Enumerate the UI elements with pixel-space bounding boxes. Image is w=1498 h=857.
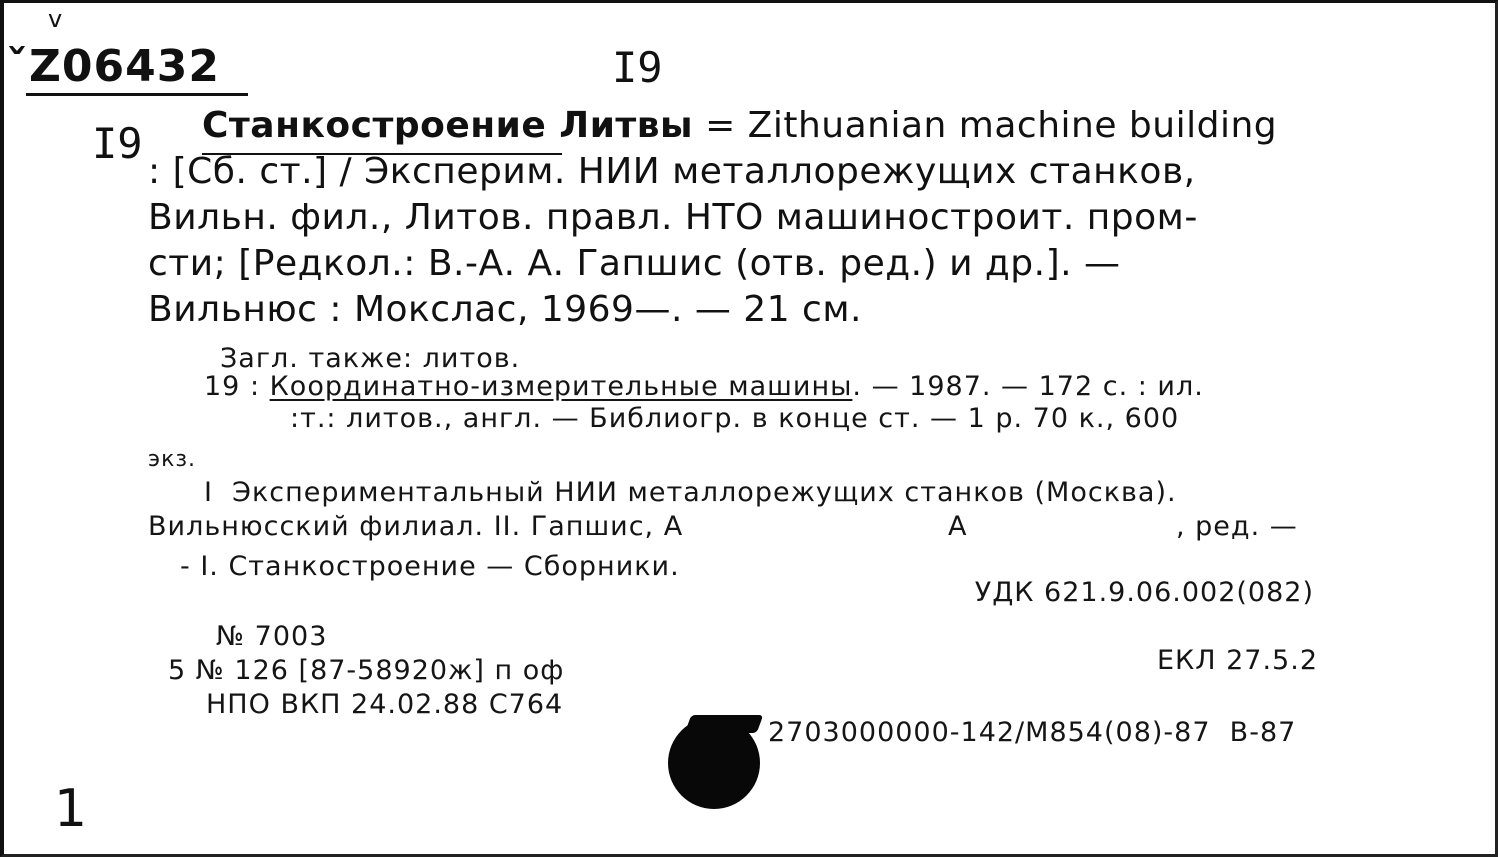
call-number-underline: [26, 93, 248, 96]
heading-line-3: - I. Станкостроение — Сборники.: [180, 551, 680, 582]
main-title: Станкостроение Литвы: [202, 105, 694, 146]
print-publisher: НПО ВКП 24.02.88 С764: [206, 689, 564, 720]
print-order: 5 № 126 [87-58920ж] п оф: [168, 655, 565, 686]
call-mark-tick: v: [48, 5, 63, 33]
volume-title: Координатно-измерительные машины: [269, 371, 853, 402]
volume-line-1: [204, 371, 1204, 402]
card-number: I9: [612, 43, 663, 92]
ink-seal-tab: [685, 715, 764, 733]
call-number: ̌Z06432: [28, 41, 220, 92]
volume-prefix: 19 :: [204, 371, 270, 402]
heading-line-2-mid: А: [948, 511, 968, 542]
main-entry-line-5: Вильнюс : Мокслас, 1969—. — 21 см.: [148, 289, 862, 330]
main-entry-line-1: [202, 105, 1277, 146]
heading-line-2-left: Вильнюсский филиал. II. Гапшис, А: [148, 511, 684, 542]
isbn-code: 2703000000-142/М854(08)-87 В-87: [768, 717, 1297, 748]
parallel-title: = Zithuanian machine building: [693, 105, 1278, 146]
margin-mark: 1: [54, 779, 89, 839]
volume-line-2: :т.: литов., англ. — Библиогр. в конце ст. — 1 р. 70 к., 600: [290, 403, 1180, 434]
entry-number: I9: [92, 119, 143, 168]
main-entry-line-4: сти; [Редкол.: В.-А. А. Гапшис (отв. ред.) и др.]. —: [148, 243, 1121, 284]
print-number: № 7003: [216, 621, 328, 652]
volume-details: . — 1987. — 172 с. : ил.: [852, 371, 1204, 402]
main-entry-line-2: : [Сб. ст.] / Эксперим. НИИ металлорежущих станков,: [148, 151, 1196, 192]
udk-code: УДК 621.9.06.002(082): [974, 577, 1314, 608]
main-entry-line-3: Вильн. фил., Литов. правл. НТО машиностроит. пром-: [148, 197, 1198, 238]
heading-line-2-right: , ред. —: [1176, 511, 1298, 542]
heading-line-1: I Экспериментальный НИИ металлорежущих станков (Москва).: [204, 477, 1177, 508]
also-title-note: Загл. также: литов.: [220, 343, 521, 374]
volume-line-3: экз.: [148, 447, 197, 472]
ekl-code: ЕКЛ 27.5.2: [1157, 645, 1318, 676]
